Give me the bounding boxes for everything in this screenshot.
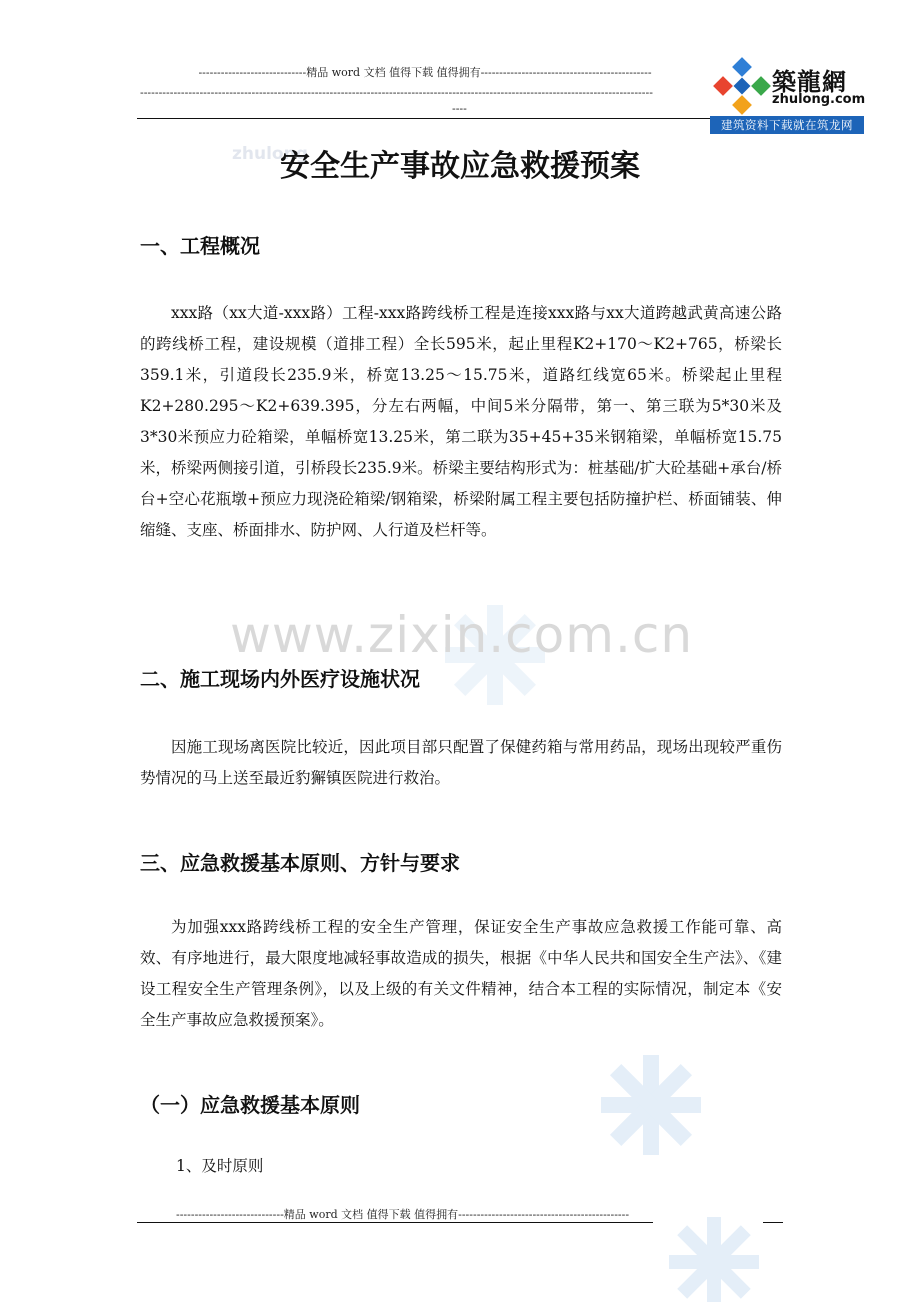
- section-heading: 二、施工现场内外医疗设施状况: [140, 667, 420, 691]
- list-item: 1、及时原则: [176, 1157, 264, 1175]
- section-heading: 三、应急救援基本原则、方针与要求: [140, 851, 460, 875]
- footer-rule-short: [763, 1222, 783, 1223]
- section-paragraph: 因施工现场离医院比较近，因此项目部只配置了保健药箱与常用药品，现场出现较严重伤势情况的马上送至最近豹獬镇医院进行救治。: [140, 738, 782, 787]
- subsection-heading: （一）应急救援基本原则: [140, 1093, 360, 1117]
- header-dash-tail: ----: [452, 102, 467, 115]
- section-heading: 一、工程概况: [140, 234, 260, 258]
- zhulong-logo: [710, 56, 864, 136]
- snowflake-watermark-icon: [664, 1212, 764, 1302]
- header-rule: [137, 118, 712, 119]
- header-dash-line: ------------------------------------------------------------------------------------------------------------------------------------------: [140, 86, 653, 99]
- footer-tagline: -----------------------------精品 word 文档 值得下载 值得拥有----------------------------------------------: [176, 1208, 630, 1221]
- header-tagline: -----------------------------精品 word 文档 值得下载 值得拥有----------------------------------------------: [198, 66, 652, 79]
- zhulong-star-icon: [712, 56, 772, 116]
- logo-name: 築龍網: [772, 68, 847, 96]
- section-paragraph: 为加强xxx路跨线桥工程的安全生产管理，保证安全生产事故应急救援工作能可靠、高效、有序地进行，最大限度地减轻事故造成的损失，根据《中华人民共和国安全生产法》、《建设工程安全生产管理条例》，以及上级的有关文件精神，结合本工程的实际情况，制定本《安全生产事故应急救援预案》。: [140, 918, 782, 1029]
- logo-slogan: 建筑资料下载就在筑龙网: [710, 116, 864, 134]
- section-paragraph: xxx路（xx大道-xxx路）工程-xxx路跨线桥工程是连接xxx路与xx大道跨越武黄高速公路的跨线桥工程，建设规模（道排工程）全长595米，起止里程K2+170～K2+765，桥梁长359.1米，引道段长235.9米，桥宽13.25～15.75米，道路红线宽65米。桥梁起止里程K2+280.295～K2+639.395，分左右两幅，中间5米分隔带，第一、第三联为5*30米及3*30米预应力砼箱梁，单幅桥宽13.25米，第二联为35+45+35米钢箱梁，单幅桥宽15.75米，桥梁两侧接引道，引桥段长235.9米。桥梁主要结构形式为：桩基础/扩大砼基础+承台/桥台+空心花瓶墩+预应力现浇砼箱梁/钢箱梁，桥梁附属工程主要包括防撞护栏、桥面铺装、伸缩缝、支座、桥面排水、防护网、人行道及栏杆等。: [140, 304, 782, 539]
- logo-domain: zhulong.com: [772, 92, 866, 107]
- footer-rule: [137, 1222, 653, 1223]
- snowflake-watermark-icon: [596, 1050, 706, 1160]
- document-title: 安全生产事故应急救援预案: [280, 149, 640, 184]
- watermark-text: www.zixin.com.cn: [230, 606, 694, 664]
- watermark-small: zhulong: [232, 144, 308, 164]
